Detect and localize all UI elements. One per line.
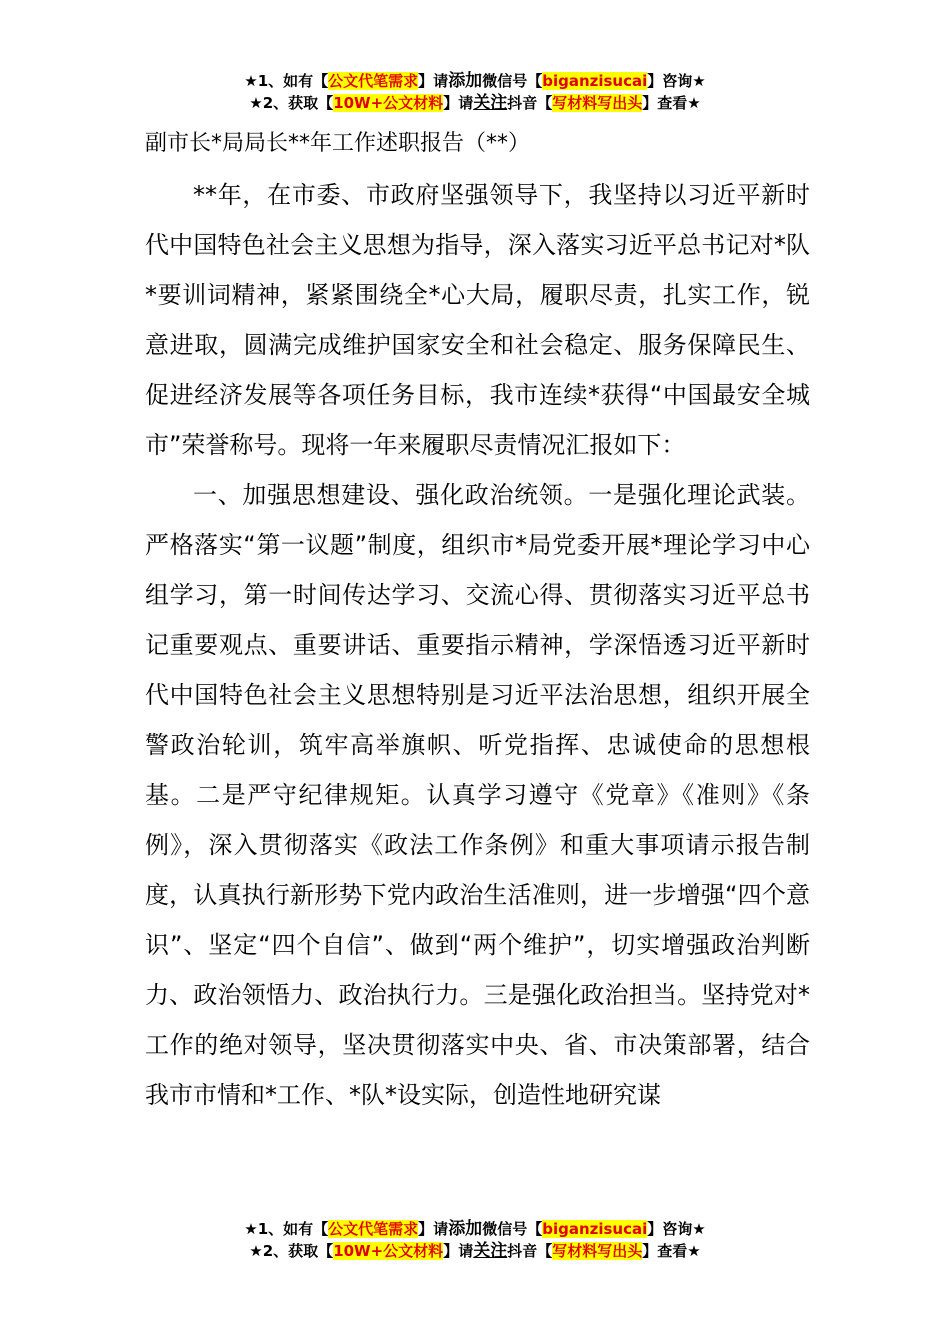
promo-text: ★1、如有【: [244, 1220, 329, 1238]
promo-text: ★1、如有【: [244, 72, 329, 90]
promo-highlight: 10W+公文材料: [333, 94, 444, 112]
promo-text: 】咨询★: [647, 72, 706, 90]
paragraph-intro: **年，在市委、市政府坚强领导下，我坚持以习近平新时代中国特色社会主义思想为指导，深入落实习近平总书记对*队*要训词精神，紧紧围绕全*心大局，履职尽责，扎实工作，锐意进取，圆满完成维护国家安全和社会稳定、服务保障民生、促进经济发展等各项任务目标，我市连续*获得“中国最安全城市”荣誉称号。现将一年来履职尽责情况汇报如下：: [145, 181, 810, 459]
promo-text: ★2、获取【: [249, 1242, 334, 1260]
promo-line-2: [0, 1240, 950, 1262]
promo-highlight: biganzisucai: [542, 72, 648, 90]
promo-text: 】请: [443, 1242, 474, 1260]
promo-text: ★2、获取【: [249, 94, 334, 112]
promo-emphasis: 添加: [448, 71, 483, 91]
promo-highlight: biganzisucai: [542, 1220, 648, 1238]
promo-text: 微信号【: [482, 72, 543, 90]
promo-text: 】查看★: [642, 94, 701, 112]
promo-line-2: [0, 92, 950, 114]
promo-line-1: [0, 1218, 950, 1240]
promo-emphasis: 添加: [448, 1219, 483, 1239]
promo-text: 】咨询★: [647, 1220, 706, 1238]
promo-line-1: [0, 70, 950, 92]
promo-text: 】请: [418, 72, 449, 90]
promo-emphasis: 关注: [473, 1241, 508, 1261]
promo-text: 抖音【: [507, 1242, 553, 1260]
document-title: 副市长*局局长**年工作述职报告（**）: [145, 131, 531, 156]
promo-highlight: 公文代笔需求: [328, 1220, 419, 1238]
bottom-promo-banner: [0, 1218, 950, 1262]
promo-highlight: 10W+公文材料: [333, 1242, 444, 1260]
document-body: [145, 124, 810, 1120]
promo-text: 】请: [418, 1220, 449, 1238]
top-promo-banner: [0, 70, 950, 114]
promo-highlight: 写材料写出头: [552, 94, 643, 112]
promo-text: 】请: [443, 94, 474, 112]
promo-text: 】查看★: [642, 1242, 701, 1260]
promo-highlight: 写材料写出头: [552, 1242, 643, 1260]
promo-text: 微信号【: [482, 1220, 543, 1238]
paragraph-section-1: 一、加强思想建设、强化政治统领。一是强化理论武装。严格落实“第一议题”制度，组织市*局党委开展*理论学习中心组学习，第一时间传达学习、交流心得、贯彻落实习近平总书记重要观点、重要讲话、重要指示精神，学深悟透习近平新时代中国特色社会主义思想特别是习近平法治思想，组织开展全警政治轮训，筑牢高举旗帜、听党指挥、忠诚使命的思想根基。二是严守纪律规矩。认真学习遵守《党章》《准则》《条例》，深入贯彻落实《政法工作条例》和重大事项请示报告制度，认真执行新形势下党内政治生活准则，进一步增强“四个意识”、坚定“四个自信”、做到“两个维护”，切实增强政治判断力、政治领悟力、政治执行力。三是强化政治担当。坚持党对*工作的绝对领导，坚决贯彻落实中央、省、市决策部署，结合我市市情和*工作、*队*设实际，创造性地研究谋: [145, 481, 810, 1109]
promo-emphasis: 关注: [473, 93, 508, 113]
promo-highlight: 公文代笔需求: [328, 72, 419, 90]
promo-text: 抖音【: [507, 94, 553, 112]
